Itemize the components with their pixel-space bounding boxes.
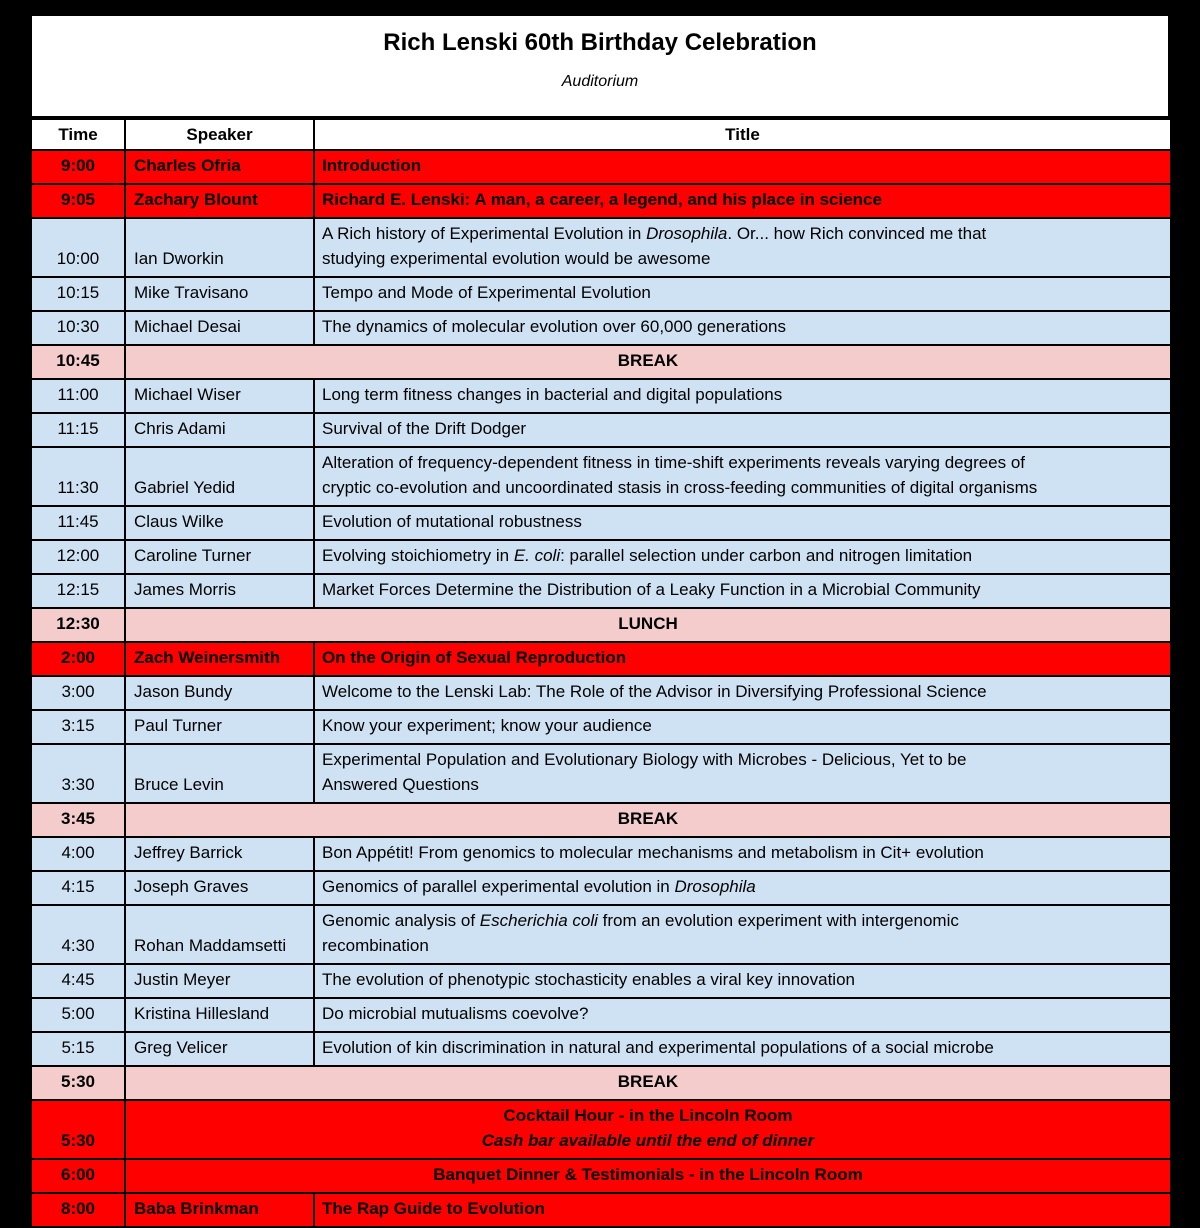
break-span-cell: LUNCH [125, 608, 1171, 642]
title-text-segment: Know your experiment; know your audience [322, 716, 652, 735]
time-cell: 10:45 [31, 345, 125, 379]
column-header-title: Title [314, 119, 1171, 150]
time-cell: 10:00 [31, 218, 125, 277]
title-text-segment: : parallel selection under carbon and nitrogen limitation [560, 546, 973, 565]
speaker-cell: Caroline Turner [125, 540, 314, 574]
schedule-row [31, 744, 1171, 803]
title-text-segment: Richard E. Lenski: A man, a career, a legend, and his place in science [322, 190, 882, 209]
speaker-cell: Baba Brinkman [125, 1193, 314, 1227]
schedule-row [31, 710, 1171, 744]
title-text-segment: Drosophila [674, 877, 756, 896]
schedule-row [31, 803, 1171, 837]
time-cell: 5:15 [31, 1032, 125, 1066]
speaker-cell: Charles Ofria [125, 150, 314, 184]
title-cell [314, 1032, 1171, 1066]
title-cell [314, 1193, 1171, 1227]
schedule-document [30, 14, 1170, 1228]
time-cell: 4:15 [31, 871, 125, 905]
schedule-row [31, 1032, 1171, 1066]
time-cell: 12:15 [31, 574, 125, 608]
schedule-row [31, 506, 1171, 540]
title-cell [314, 837, 1171, 871]
time-cell: 2:00 [31, 642, 125, 676]
venue-subtitle: Auditorium [561, 73, 639, 90]
title-text-segment: The evolution of phenotypic stochasticity enables a viral key innovation [322, 970, 855, 989]
time-cell: 4:30 [31, 905, 125, 964]
title-text-segment: Escherichia coli [479, 911, 598, 930]
title-cell [314, 964, 1171, 998]
schedule-row [31, 837, 1171, 871]
speaker-cell: Paul Turner [125, 710, 314, 744]
title-text-segment: Evolution of mutational robustness [322, 512, 582, 531]
title-text-segment: Evolution of kin discrimination in natural and experimental populations of a social microbe [322, 1038, 994, 1057]
title-cell [314, 574, 1171, 608]
title-text-segment: On the Origin of Sexual Reproduction [322, 648, 627, 667]
time-cell: 11:30 [31, 447, 125, 506]
speaker-cell: Justin Meyer [125, 964, 314, 998]
title-text-segment: Market Forces Determine the Distribution of a Leaky Function in a Microbial Community [322, 580, 981, 599]
schedule-row [31, 413, 1171, 447]
title-cell [314, 218, 1171, 277]
time-cell: 11:45 [31, 506, 125, 540]
title-text-segment: Genomics of parallel experimental evolution in [322, 877, 675, 896]
schedule-row [31, 964, 1171, 998]
title-text-segment: Answered Questions [322, 775, 479, 794]
time-cell: 4:00 [31, 837, 125, 871]
title-text-segment: Introduction [322, 156, 422, 175]
page-title: Rich Lenski 60th Birthday Celebration [383, 29, 817, 56]
time-cell: 9:00 [31, 150, 125, 184]
time-cell: 3:00 [31, 676, 125, 710]
time-cell: 5:00 [31, 998, 125, 1032]
time-cell: 8:00 [31, 1193, 125, 1227]
speaker-cell: Kristina Hillesland [125, 998, 314, 1032]
title-text-segment: Tempo and Mode of Experimental Evolution [322, 283, 651, 302]
speaker-cell: Gabriel Yedid [125, 447, 314, 506]
time-cell: 9:05 [31, 184, 125, 218]
schedule-row [31, 998, 1171, 1032]
time-cell: 12:00 [31, 540, 125, 574]
speaker-cell: Zach Weinersmith [125, 642, 314, 676]
schedule-row [31, 184, 1171, 218]
title-text-segment: The Rap Guide to Evolution [322, 1199, 545, 1218]
header-row [31, 119, 1171, 150]
schedule-row [31, 150, 1171, 184]
title-text-segment: cryptic co-evolution and uncoordinated stasis in cross-feeding communities of digital organisms [322, 478, 1038, 497]
schedule-row [31, 345, 1171, 379]
schedule-row [31, 311, 1171, 345]
event-header [30, 14, 1170, 118]
speaker-cell: Rohan Maddamsetti [125, 905, 314, 964]
title-text-segment: Bon Appétit! From genomics to molecular mechanisms and metabolism in Cit+ evolution [322, 843, 984, 862]
break-span-cell: BREAK [125, 1066, 1171, 1100]
title-cell [314, 642, 1171, 676]
title-cell [314, 150, 1171, 184]
schedule-row [31, 1100, 1171, 1159]
time-cell: 11:00 [31, 379, 125, 413]
title-text-segment: Welcome to the Lenski Lab: The Role of the Advisor in Diversifying Professional Science [322, 682, 987, 701]
break-span-cell: BREAK [125, 345, 1171, 379]
title-text-segment: Genomic analysis of [322, 911, 480, 930]
speaker-cell: Jason Bundy [125, 676, 314, 710]
schedule-row [31, 1066, 1171, 1100]
speaker-cell: Chris Adami [125, 413, 314, 447]
time-cell: 6:00 [31, 1159, 125, 1193]
schedule-row [31, 277, 1171, 311]
speaker-cell: Joseph Graves [125, 871, 314, 905]
break-span-cell: BREAK [125, 803, 1171, 837]
title-cell [314, 871, 1171, 905]
time-cell: 10:15 [31, 277, 125, 311]
table-body [31, 150, 1171, 1227]
event-span-cell [125, 1100, 1171, 1159]
time-cell: 10:30 [31, 311, 125, 345]
title-text-segment: Drosophila [646, 224, 728, 243]
schedule-row [31, 905, 1171, 964]
title-text-segment: studying experimental evolution would be awesome [322, 249, 711, 268]
title-cell [314, 710, 1171, 744]
schedule-row [31, 379, 1171, 413]
time-cell: 3:45 [31, 803, 125, 837]
time-cell: 11:15 [31, 413, 125, 447]
schedule-table [30, 118, 1172, 1228]
speaker-cell: Michael Desai [125, 311, 314, 345]
time-cell: 4:45 [31, 964, 125, 998]
speaker-cell: Jeffrey Barrick [125, 837, 314, 871]
event-span-line: Cash bar available until the end of dinner [481, 1131, 815, 1150]
speaker-cell: Bruce Levin [125, 744, 314, 803]
title-cell [314, 413, 1171, 447]
table-header [31, 119, 1171, 150]
title-text-segment: from an evolution experiment with intergenomic [597, 911, 959, 930]
title-text-segment: Do microbial mutualisms coevolve? [322, 1004, 589, 1023]
schedule-row [31, 642, 1171, 676]
title-text-segment: E. coli [513, 546, 561, 565]
speaker-cell: Ian Dworkin [125, 218, 314, 277]
title-cell [314, 905, 1171, 964]
break-span-cell: Banquet Dinner & Testimonials - in the Lincoln Room [125, 1159, 1171, 1193]
title-cell [314, 277, 1171, 311]
title-cell [314, 184, 1171, 218]
title-text-segment: Evolving stoichiometry in [322, 546, 514, 565]
schedule-row [31, 218, 1171, 277]
time-cell: 12:30 [31, 608, 125, 642]
title-text-segment: Long term fitness changes in bacterial and digital populations [322, 385, 783, 404]
title-cell [314, 540, 1171, 574]
title-cell [314, 311, 1171, 345]
schedule-row [31, 540, 1171, 574]
speaker-cell: Mike Travisano [125, 277, 314, 311]
speaker-cell: Greg Velicer [125, 1032, 314, 1066]
schedule-row [31, 1159, 1171, 1193]
title-text-segment: recombination [322, 936, 429, 955]
title-text-segment: . Or... how Rich convinced me that [727, 224, 987, 243]
time-cell: 3:30 [31, 744, 125, 803]
title-cell [314, 676, 1171, 710]
speaker-cell: Michael Wiser [125, 379, 314, 413]
title-cell [314, 998, 1171, 1032]
speaker-cell: Zachary Blount [125, 184, 314, 218]
speaker-cell: Claus Wilke [125, 506, 314, 540]
column-header-time: Time [31, 119, 125, 150]
schedule-row [31, 1193, 1171, 1227]
time-cell: 5:30 [31, 1066, 125, 1100]
title-cell [314, 744, 1171, 803]
title-text-segment: Experimental Population and Evolutionary Biology with Microbes - Delicious, Yet to be [322, 750, 967, 769]
time-cell: 3:15 [31, 710, 125, 744]
title-cell [314, 506, 1171, 540]
title-text-segment: The dynamics of molecular evolution over 60,000 generations [322, 317, 786, 336]
schedule-row [31, 574, 1171, 608]
event-span-line: Cocktail Hour - in the Lincoln Room [503, 1106, 793, 1125]
title-cell [314, 379, 1171, 413]
schedule-row [31, 608, 1171, 642]
schedule-row [31, 676, 1171, 710]
title-cell [314, 447, 1171, 506]
title-text-segment: Alteration of frequency-dependent fitness in time-shift experiments reveals varying degrees of [322, 453, 1026, 472]
title-text-segment: A Rich history of Experimental Evolution in [322, 224, 647, 243]
time-cell: 5:30 [31, 1100, 125, 1159]
schedule-row [31, 447, 1171, 506]
speaker-cell: James Morris [125, 574, 314, 608]
title-text-segment: Survival of the Drift Dodger [322, 419, 527, 438]
schedule-row [31, 871, 1171, 905]
column-header-speaker: Speaker [125, 119, 314, 150]
